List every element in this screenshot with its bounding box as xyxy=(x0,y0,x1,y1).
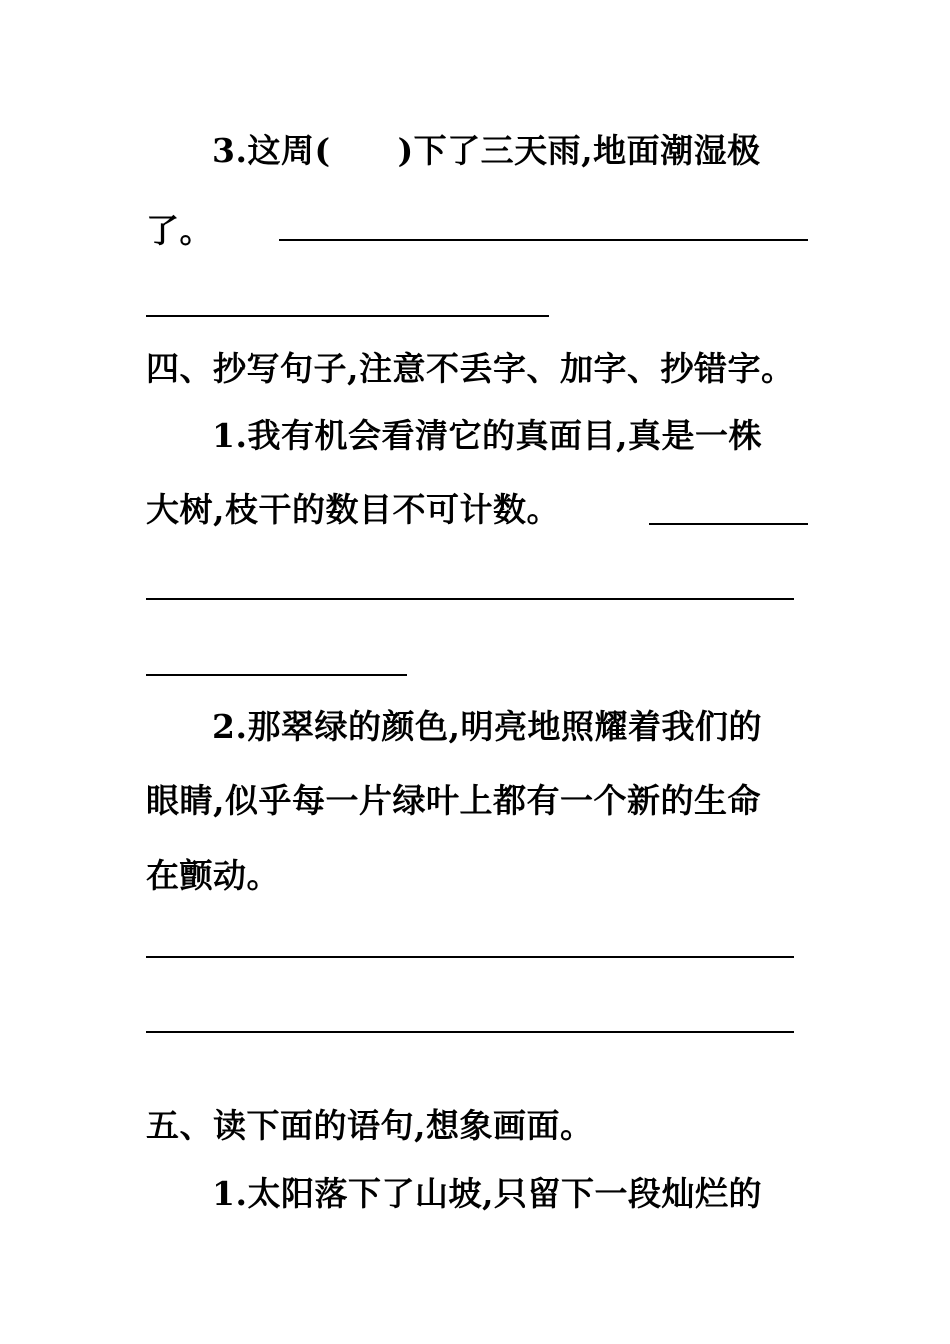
answer-line-4-1c[interactable] xyxy=(146,674,407,676)
answer-line-4-1a[interactable] xyxy=(649,523,808,525)
question-3-line-2: 了。 xyxy=(146,211,213,250)
section-4-heading: 四、抄写句子,注意不丢字、加字、抄错字。 xyxy=(146,349,795,388)
section-5-heading: 五、读下面的语句,想象画面。 xyxy=(146,1106,594,1145)
section-4-item-1-line-2: 大树,枝干的数目不可计数。 xyxy=(146,490,560,529)
answer-line-4-2a[interactable] xyxy=(146,956,794,958)
answer-line-4-2b[interactable] xyxy=(146,1031,794,1033)
section-4-item-2-line-3: 在颤动。 xyxy=(146,856,280,895)
answer-line-3a[interactable] xyxy=(279,239,808,241)
section-4-item-2-line-1: 2.那翠绿的颜色,明亮地照耀着我们的 xyxy=(212,707,762,746)
section-5-item-1-line-1: 1.太阳落下了山坡,只留下一段灿烂的 xyxy=(212,1174,762,1213)
answer-line-3b[interactable] xyxy=(146,315,549,317)
question-3-line-1: 3.这周( )下了三天雨,地面潮湿极 xyxy=(212,131,761,170)
section-4-item-1-line-1: 1.我有机会看清它的真面目,真是一株 xyxy=(212,416,762,455)
section-4-item-2-line-2: 眼睛,似乎每一片绿叶上都有一个新的生命 xyxy=(146,781,761,820)
answer-line-4-1b[interactable] xyxy=(146,598,794,600)
